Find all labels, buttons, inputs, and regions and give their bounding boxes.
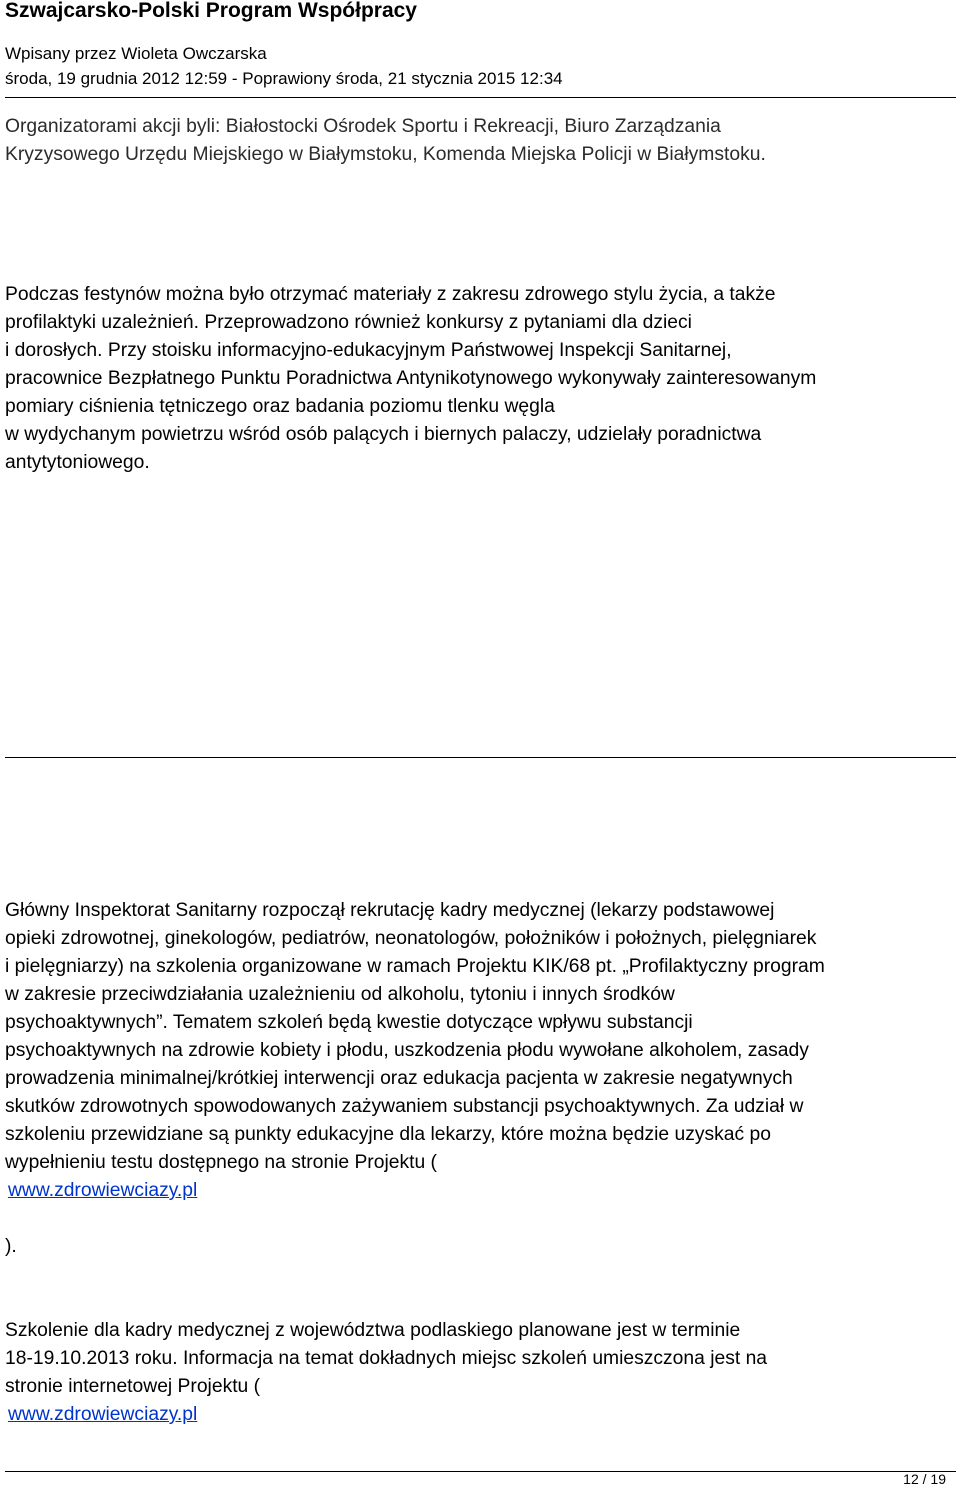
author-line: Wpisany przez Wioleta Owczarska <box>5 44 267 63</box>
date-line: środa, 19 grudnia 2012 12:59 - Poprawiony środa, 21 stycznia 2015 12:34 <box>5 69 563 88</box>
paragraph-organizers: Organizatorami akcji byli: Białostocki Ośrodek Sportu i Rekreacji, Biuro Zarządzania Kryzysowego Urzędu Miejskiego w Białymstoku, Komenda Miejska Policji w Białymstoku. <box>5 116 766 165</box>
page-number: 12 / 19 <box>903 1471 946 1487</box>
project-link[interactable]: www.zdrowiewciazy.pl <box>8 1180 198 1201</box>
document-title: Szwajcarsko-Polski Program Współpracy <box>5 0 417 22</box>
footer-divider <box>5 1471 956 1472</box>
paragraph-training-date <box>5 1289 960 1457</box>
paragraph-recruitment <box>5 869 960 1261</box>
paragraph-festivals: Podczas festynów można było otrzymać materiały z zakresu zdrowego stylu życia, a także profilaktyki uzależnień. Przeprowadzono również konkursy z pytaniami dla dzieci i dorosłych. Przy stoisku informacyjno-edukacyjnym Państwowej Inspekcji Sanitarnej, pracownice Bezpłatnego Punktu Poradnictwa Antynikotynowego wykonywały zainteresowanym pomiary ciśnienia tętniczego oraz badania poziomu tlenku węgla w wydychanym powietrzu wśród osób palących i biernych palaczy, udzielały poradnictwa antytytoniowego. <box>5 284 817 473</box>
project-link-2[interactable]: www.zdrowiewciazy.pl <box>8 1404 198 1425</box>
paragraph-recruitment-end: ). <box>5 1236 17 1257</box>
paragraph-recruitment-text: Główny Inspektorat Sanitarny rozpoczął rekrutację kadry medycznej (lekarzy podstawowej opieki zdrowotnej, ginekologów, pediatrów, neonatologów, położników i położnych, pielęgniarek i pielęgniarzy) na szkolenia organizowane w ramach Projektu KIK/68 pt. „Profilaktyczny program w zakresie przeciwdziałania uzależnieniu od alkoholu, tytoniu i innych środków psychoaktywnych”. Tematem szkoleń będą kwestie dotyczące wpływu substancji psychoaktywnych na zdrowie kobiety i płodu, uszkodzenia płodu wywołane alkoholem, zasady prowadzenia minimalnej/krótkiej interwencji oraz edukacja pacjenta w zakresie negatywnych skutków zdrowotnych spowodowanych zażywaniem substancji psychoaktywnych. Za udział w szkoleniu przewidziane są punkty edukacyjne dla lekarzy, które można będzie uzyskać po wypełnieniu testu dostępnego na stronie Projektu ( <box>5 900 825 1173</box>
paragraph-training-text: Szkolenie dla kadry medycznej z województwa podlaskiego planowane jest w terminie 18-19.10.2013 roku. Informacja na temat dokładnych miejsc szkoleń umieszczona jest na stronie internetowej Projektu ( <box>5 1320 768 1397</box>
header-divider <box>5 97 956 98</box>
article-divider <box>5 757 956 758</box>
